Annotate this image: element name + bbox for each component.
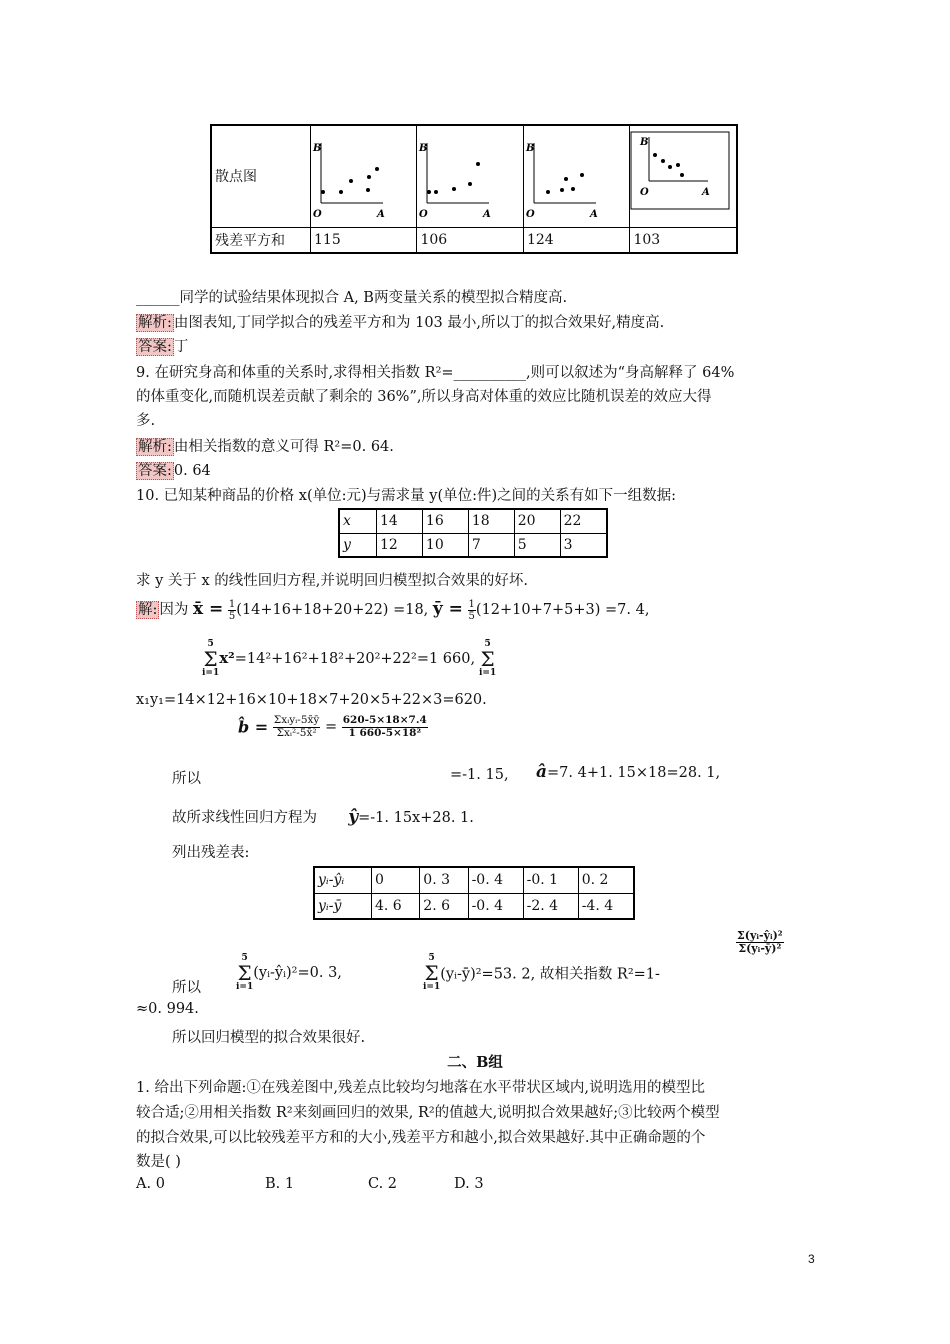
r2-fraction: $\frac{\text{Σ(yᵢ-ŷᵢ)²}}{\text{Σ(yᵢ-ȳ)²}}$ xyxy=(737,929,783,956)
sum-xy: x₁y₁=14×12+16×10+18×7+20×5+22×3=620. xyxy=(136,692,487,708)
equation-line xyxy=(172,806,474,827)
sum-x-squared: 5 Σ i=1 x²=14²+16²+18²+20²+22²=1 660, xyxy=(202,639,476,678)
axis-a-label: A xyxy=(589,209,598,221)
scatter-plot-2 xyxy=(417,131,517,221)
x-value: 16 xyxy=(422,509,468,533)
conclusion: 所以回归模型的拟合效果很好. xyxy=(172,1030,366,1046)
q9-analysis xyxy=(136,435,394,456)
analysis-tag: 解析: xyxy=(138,439,172,455)
y-value: 3 xyxy=(560,533,607,557)
axis-a-label: A xyxy=(483,209,492,221)
q9-line1: 9. 在研究身高和体重的关系时,求得相关指数 R²=__________,则可以叙述为“身高解释了 64% xyxy=(136,365,735,381)
option-d: D. 3 xyxy=(454,1176,484,1192)
y-hat-symbol: ŷ xyxy=(348,807,359,827)
scatter-row-label: 散点图 xyxy=(211,125,311,227)
sum-x2-value: =14²+16²+18²+20²+22²=1 660, xyxy=(234,651,476,667)
answer-tag: 答案: xyxy=(138,339,172,355)
residual-sum-1: 115 xyxy=(311,227,417,253)
y-value: 10 xyxy=(422,533,468,557)
residual-value: 0. 3 xyxy=(420,867,468,893)
solve-tag: 解: xyxy=(138,602,158,618)
because-text: 因为 xyxy=(159,602,189,618)
q9-analysis-text: 由相关指数的意义可得 R²=0. 64. xyxy=(173,439,394,455)
origin-label: O xyxy=(640,187,650,199)
y-value: 7 xyxy=(468,533,514,557)
scatter-plot-1 xyxy=(311,131,411,221)
sum-symbol: 5 Σ i=1 xyxy=(202,639,220,678)
sum-symbol-2: 5 Σ i=1 xyxy=(479,639,497,678)
q8-answer-text: 丁 xyxy=(173,339,189,355)
x-value: 14 xyxy=(377,509,423,533)
deviation-value: -0. 4 xyxy=(468,893,523,919)
scatter-table xyxy=(210,124,738,254)
b-q1-line4: 数是( ) xyxy=(136,1154,181,1170)
b-general-fraction: $\frac{\text{Σxᵢyᵢ-5x̄ȳ}}{\text{Σxᵢ²-5x̄²}}$ xyxy=(273,714,320,739)
a-hat: â=7. 4+1. 15×18=28. 1, xyxy=(536,762,721,782)
q8-answer-line: ______同学的试验结果体现拟合 A, B两变量关系的模型拟合精度高. xyxy=(136,290,568,306)
q9-line2: 的体重变化,而随机误差贡献了剩余的 36%”,所以身高对体重的效应比随机误差的效应大得 xyxy=(136,389,712,405)
axis-b-label: B xyxy=(419,143,428,155)
sum1-expr: (yᵢ-ŷᵢ)²=0. 3, xyxy=(253,965,342,981)
residual-sum-3: 124 xyxy=(523,227,629,253)
b-q1-line3: 的拟合效果,可以比较残差平方和的大小,残差平方和越小,拟合效果越好.其中正确命题的个 xyxy=(136,1130,706,1146)
q8-analysis xyxy=(136,311,664,332)
scatter-cell-3 xyxy=(523,125,629,227)
deviation-value: 4. 6 xyxy=(372,893,420,919)
sum2-expr: (yᵢ-ȳ)²=53. 2, 故相关指数 R²=1- xyxy=(440,966,660,983)
ybar-symbol: ȳ = xyxy=(432,599,463,619)
suoyi-text: 所以 xyxy=(172,771,201,787)
price-demand-table xyxy=(338,508,608,558)
equation-prefix: 故所求线性回归方程为 xyxy=(172,810,317,826)
axis-a-label: A xyxy=(702,187,711,199)
deviation-value: -2. 4 xyxy=(523,893,578,919)
residual-sum-label: 残差平方和 xyxy=(211,227,311,253)
answer-tag: 答案: xyxy=(138,463,172,479)
b-q1-line1: 1. 给出下列命题:①在残差图中,残差点比较均匀地落在水平带状区域内,说明选用的模型比 xyxy=(136,1080,706,1096)
origin-label: O xyxy=(525,209,535,221)
q10-intro: 10. 已知某种商品的价格 x(单位:元)与需求量 y(单位:件)之间的关系有如下一组数据: xyxy=(136,488,677,504)
deviation-value: -4. 4 xyxy=(578,893,634,919)
residual-value: 0 xyxy=(372,867,420,893)
x-value: 20 xyxy=(514,509,560,533)
q10-solution-line1 xyxy=(136,598,649,622)
y-value: 5 xyxy=(514,533,560,557)
b-hat-symbol: b̂ = xyxy=(238,717,269,737)
x-value: 18 xyxy=(468,509,514,533)
axis-b-label: B xyxy=(313,143,322,155)
xbar-symbol: x̄ = xyxy=(193,599,224,619)
q8-analysis-text: 由图表知,丁同学拟合的残差平方和为 103 最小,所以丁的拟合效果好,精度高. xyxy=(173,315,665,331)
residual-row-label: yᵢ-ŷᵢ xyxy=(314,867,372,893)
axis-b-label: B xyxy=(640,137,649,149)
q10-ask: 求 y 关于 x 的线性回归方程,并说明回归模型拟合效果的好坏. xyxy=(136,573,529,589)
approx-value: ≈0. 994. xyxy=(136,1001,199,1017)
q8-answer xyxy=(136,335,188,356)
q9-line3: 多. xyxy=(136,413,156,429)
residual-table xyxy=(313,866,635,920)
scatter-cell-4 xyxy=(630,125,737,227)
residual-value: 0. 2 xyxy=(578,867,634,893)
analysis-tag: 解析: xyxy=(138,315,172,331)
b-hat-formula: b̂ = $\frac{\text{Σxᵢyᵢ-5x̄ȳ}}{\text{Σxᵢ²-5x̄²}}$ = $\frac{620-5\times 18\times 7.4}{\text{1 660-5×18²}}$ xyxy=(238,714,427,739)
residual-sum-2: 106 xyxy=(417,227,523,253)
residual-value: -0. 4 xyxy=(468,867,523,893)
scatter-cell-2 xyxy=(417,125,523,227)
y-value: 12 xyxy=(377,533,423,557)
q9-answer-text: 0. 64 xyxy=(173,463,211,479)
x-value: 22 xyxy=(560,509,607,533)
section-b-heading: 二、B组 xyxy=(447,1054,503,1071)
fraction-one-fifth: $\frac{1}{5}$ xyxy=(468,598,475,622)
deviation-row-label: yᵢ-ȳ xyxy=(314,893,372,919)
deviation-value: 2. 6 xyxy=(420,893,468,919)
residual-intro: 列出残差表: xyxy=(172,845,250,861)
b-value-fraction: $\frac{620-5\times 18\times 7.4}{\text{1 660-5×18²}}$ xyxy=(342,714,427,739)
scatter-plot-4 xyxy=(630,131,730,221)
residual-sum-4: 103 xyxy=(630,227,737,253)
page-number: 3 xyxy=(808,1252,815,1266)
suoyi-text-2: 所以 xyxy=(172,980,201,996)
b-q1-line2: 较合适;②用相关指数 R²来刻画回归的效果, R²的值越大,说明拟合效果越好;③比较两个模型 xyxy=(136,1105,720,1121)
xbar-sum: (14+16+18+20+22) =18, xyxy=(236,602,429,618)
x-label: x xyxy=(339,509,377,533)
equation-result: =-1. 15x+28. 1. xyxy=(358,810,474,826)
sum-deviation-squared: 5 Σ i=1 (yᵢ-ȳ)²=53. 2, 故相关指数 R²=1- xyxy=(423,953,660,992)
option-a: A. 0 xyxy=(136,1176,165,1192)
axis-a-label: A xyxy=(377,209,385,221)
scatter-cell-1 xyxy=(311,125,417,227)
option-c: C. 2 xyxy=(368,1176,398,1192)
a-result: =7. 4+1. 15×18=28. 1, xyxy=(547,765,721,781)
q9-answer xyxy=(136,459,211,480)
b-result: =-1. 15, xyxy=(450,767,509,783)
origin-label: O xyxy=(313,209,322,221)
scatter-plot-3 xyxy=(524,131,624,221)
origin-label: O xyxy=(419,209,429,221)
fraction-one-fifth: $\frac{1}{5}$ xyxy=(228,598,236,622)
residual-value: -0. 1 xyxy=(523,867,578,893)
y-label: y xyxy=(339,533,377,557)
option-b: B. 1 xyxy=(265,1176,295,1192)
axis-b-label: B xyxy=(525,143,535,155)
ybar-sum: (12+10+7+5+3) =7. 4, xyxy=(475,602,650,618)
sum-residual-squared: 5 Σ i=1 (yᵢ-ŷᵢ)²=0. 3, xyxy=(236,953,342,992)
